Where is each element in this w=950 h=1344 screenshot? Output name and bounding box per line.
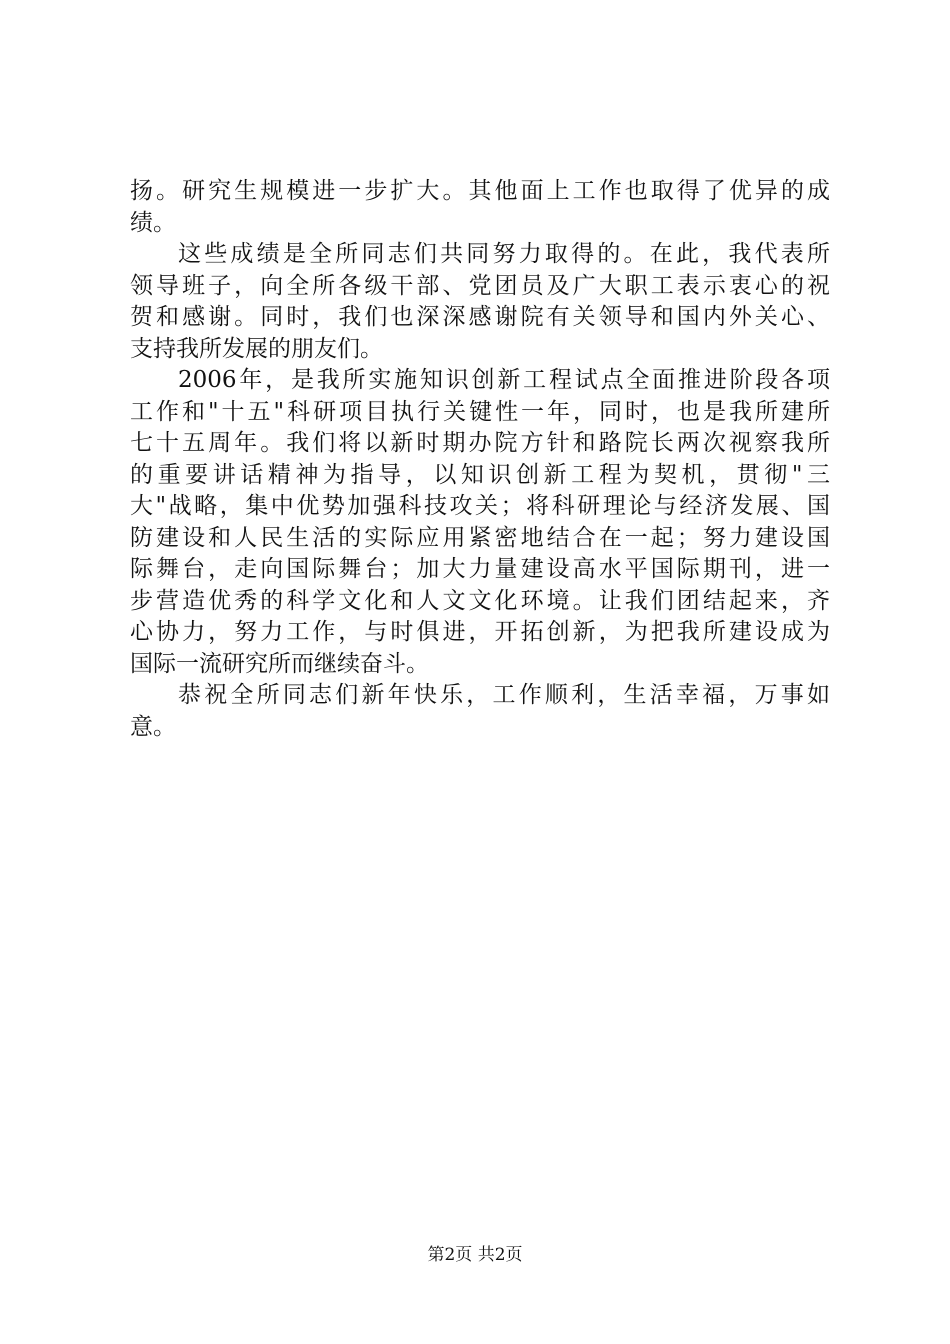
text-line: 绩。 [130,209,176,236]
text-line: 国际一流研究所而继续奋斗。 [130,650,429,677]
paragraph-1 [130,176,830,239]
text-line: 的重要讲话精神为指导，以知识创新工程为契机，贯彻"三 [130,461,830,488]
text-line: 工作和"十五"科研项目执行关键性一年，同时，也是我所建所 [130,398,830,425]
paragraph-3 [130,365,830,680]
body-text [130,176,830,743]
text-line: 七十五周年。我们将以新时期办院方针和路院长两次视察我所 [130,430,830,456]
page-footer: 第2页 共2页 [427,1245,523,1265]
text-line: 2006年，是我所实施知识创新工程试点全面推进阶段各项 [178,367,830,393]
text-line: 步营造优秀的科学文化和人文文化环境。让我们团结起来，齐 [130,587,830,614]
text-line: 际舞台，走向国际舞台；加大力量建设高水平国际期刊，进一 [130,556,830,582]
text-line: 意。 [130,713,176,740]
text-line: 贺和感谢。同时，我们也深深感谢院有关领导和国内外关心、 [130,304,830,330]
text-line: 领导班子，向全所各级干部、党团员及广大职工表示衷心的祝 [130,272,830,299]
text-line: 防建设和人民生活的实际应用紧密地结合在一起；努力建设国 [130,524,830,551]
text-line: 大"战略，集中优势加强科技攻关；将科研理论与经济发展、国 [130,493,830,519]
text-line: 这些成绩是全所同志们共同努力取得的。在此，我代表所 [178,241,830,267]
text-line: 扬。研究生规模进一步扩大。其他面上工作也取得了优异的成 [130,178,830,204]
text-line: 恭祝全所同志们新年快乐，工作顺利，生活幸福，万事如 [178,682,830,708]
text-line: 心协力，努力工作，与时俱进，开拓创新，为把我所建设成为 [130,619,830,645]
paragraph-2 [130,239,830,365]
paragraph-4 [130,680,830,743]
text-line: 支持我所发展的朋友们。 [130,335,383,362]
